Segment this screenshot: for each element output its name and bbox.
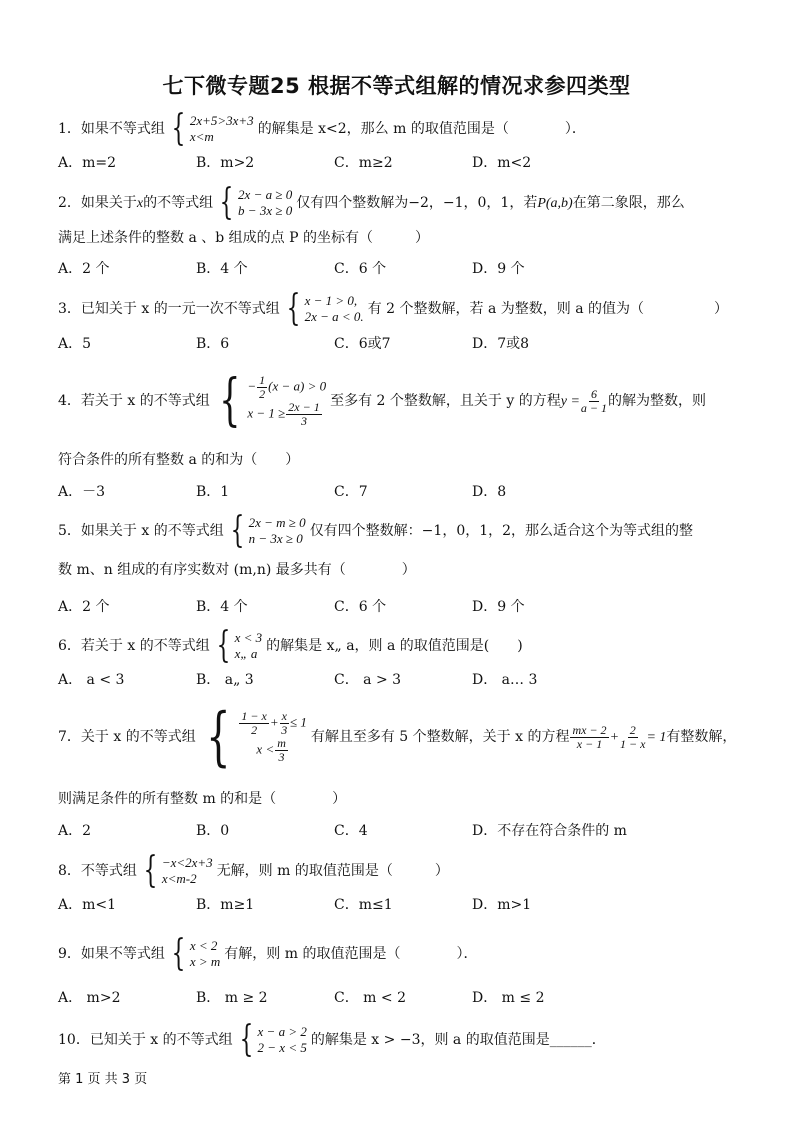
inequality-system: { x < 2 x > m: [171, 933, 221, 974]
option-d[interactable]: D． a… 3: [472, 672, 538, 688]
question-3-options: [58, 334, 610, 354]
option-a[interactable]: A． a < 3: [58, 672, 125, 688]
option-b[interactable]: B．6: [196, 336, 230, 352]
option-a[interactable]: A．m=2: [58, 155, 117, 171]
option-a[interactable]: A．5: [58, 336, 92, 352]
option-c[interactable]: C．m≤1: [334, 897, 393, 913]
inequality-system: { −x<2x+3 x<m-2: [143, 850, 213, 891]
option-d[interactable]: D．7或8: [472, 336, 530, 352]
option-c[interactable]: C．m≥2: [334, 155, 393, 171]
option-c[interactable]: C．6 个: [334, 261, 387, 277]
option-d[interactable]: D．不存在符合条件的 m: [472, 823, 627, 839]
option-a[interactable]: A．2 个: [58, 261, 110, 277]
option-d[interactable]: D．8: [472, 484, 507, 500]
inequality-system: { 2x − m ≥ 0 n − 3x ≥ 0: [230, 510, 306, 551]
question-1-options: [58, 153, 610, 173]
page-footer: 第 1 页 共 3 页: [58, 1072, 148, 1087]
question-1: 1．如果不等式组 { 2x+5>3x+3 x<m 的解集是 x<2，那么 m 的取值范围是（ ）．: [58, 108, 586, 149]
option-b[interactable]: B．1: [196, 484, 230, 500]
option-d[interactable]: D．9 个: [472, 261, 525, 277]
question-8-options: [58, 895, 610, 915]
question-5-line2: 数 m、n 组成的有序实数对 (m,n) 最多共有（ ）: [58, 562, 416, 578]
inequality-system: { $\frac{1 - x}{2}$ + $\frac{x}{3}$ ≤ 1 x < $\frac{m}{3}$: [205, 700, 307, 774]
option-c[interactable]: C．6或7: [334, 336, 391, 352]
option-b[interactable]: B．m≥1: [196, 897, 255, 913]
option-c[interactable]: C． m < 2: [334, 990, 406, 1006]
option-d[interactable]: D．m<2: [472, 155, 532, 171]
question-7: 7．关于 x 的不等式组 { $\frac{1 - x}{2}$ + $\frac{x}{3}$ ≤ 1 x < $\frac{m}{3}$ 有解且至多有 5 个整数解，关于 x 的方程 $\frac{mx - 2}{x - 1}$ + $\frac{2}{1 - x}$ = 1有整数解，: [58, 700, 737, 774]
option-b[interactable]: B．0: [196, 823, 230, 839]
question-2-line2: 满足上述条件的整数 a 、b 组成的点 P 的坐标有（ ）: [58, 230, 429, 246]
question-3: 3．已知关于 x 的一元一次不等式组 { x − 1 > 0, 2x − a < 0. 有 2 个整数解，若 a 为整数，则 a 的值为（ ）: [58, 288, 728, 329]
question-7-options: [58, 821, 672, 841]
option-c[interactable]: C．6 个: [334, 599, 387, 615]
inequality-system: { x − a > 2 2 − x < 5: [239, 1019, 307, 1060]
inequality-system: { 2x+5>3x+3 x<m: [171, 108, 254, 149]
option-b[interactable]: B． a„ 3: [196, 672, 254, 688]
page-title: 七下微专题25 根据不等式组解的情况求参四类型: [162, 74, 631, 98]
inequality-system: { 2x − a ≥ 0 b − 3x ≥ 0: [219, 182, 293, 223]
option-a[interactable]: A． m>2: [58, 990, 121, 1006]
question-10: 10．已知关于 x 的不等式组 { x − a > 2 2 − x < 5 的解集是 x > −3，则 a 的取值范围是______．: [58, 1019, 606, 1060]
question-9-options: [58, 988, 610, 1008]
option-a[interactable]: A．m<1: [58, 897, 117, 913]
option-a[interactable]: A．2: [58, 823, 92, 839]
question-4: 4．若关于 x 的不等式组 { − $\frac{1}{2}$ (x − a) > 0 x − 1 ≥ $\frac{2x - 1}{3}$ 至多有 2 个整数解，且关于 y 的方程y = $\frac{6}{a - 1}$ 的解为整数，则: [58, 368, 707, 433]
inequality-system: { x < 3 x„ a: [216, 625, 263, 666]
option-c[interactable]: C． a > 3: [334, 672, 402, 688]
option-a[interactable]: A．2 个: [58, 599, 110, 615]
question-6-options: [58, 670, 610, 690]
question-8: 8．不等式组 { −x<2x+3 x<m-2 无解，则 m 的取值范围是（ ）: [58, 850, 449, 891]
option-d[interactable]: D．m>1: [472, 897, 532, 913]
option-b[interactable]: B．4 个: [196, 261, 248, 277]
option-c[interactable]: C．7: [334, 484, 368, 500]
inequality-system: { x − 1 > 0, 2x − a < 0.: [286, 288, 364, 329]
option-b[interactable]: B． m ≥ 2: [196, 990, 268, 1006]
option-b[interactable]: B．m>2: [196, 155, 255, 171]
option-b[interactable]: B．4 个: [196, 599, 248, 615]
inequality-system: { − $\frac{1}{2}$ (x − a) > 0 x − 1 ≥ $\frac{2x - 1}{3}$: [218, 368, 327, 433]
question-2-options: [58, 259, 610, 279]
question-7-line2: 则满足条件的所有整数 m 的和是（ ）: [58, 791, 347, 807]
option-d[interactable]: D． m ≤ 2: [472, 990, 545, 1006]
question-5: 5．如果关于 x 的不等式组 { 2x − m ≥ 0 n − 3x ≥ 0 仅有四个整数解：−1，0，1，2，那么适合这个为等式组的整: [58, 510, 694, 551]
option-c[interactable]: C．4: [334, 823, 368, 839]
question-4-options: [58, 482, 610, 502]
question-4-line2: 符合条件的所有整数 a 的和为（ ）: [58, 452, 300, 468]
question-9: 9．如果不等式组 { x < 2 x > m 有解，则 m 的取值范围是（ ）．: [58, 933, 478, 974]
question-2: 2．如果关于x的不等式组 { 2x − a ≥ 0 b − 3x ≥ 0 仅有四个整数解为−2，−1，0，1，若P(a,b)在第二象限，那么: [58, 182, 685, 223]
option-d[interactable]: D．9 个: [472, 599, 525, 615]
question-6: 6．若关于 x 的不等式组 { x < 3 x„ a 的解集是 x„ a，则 a 的取值范围是( ): [58, 625, 523, 666]
question-5-options: [58, 597, 610, 617]
option-a[interactable]: A．－3: [58, 484, 106, 500]
